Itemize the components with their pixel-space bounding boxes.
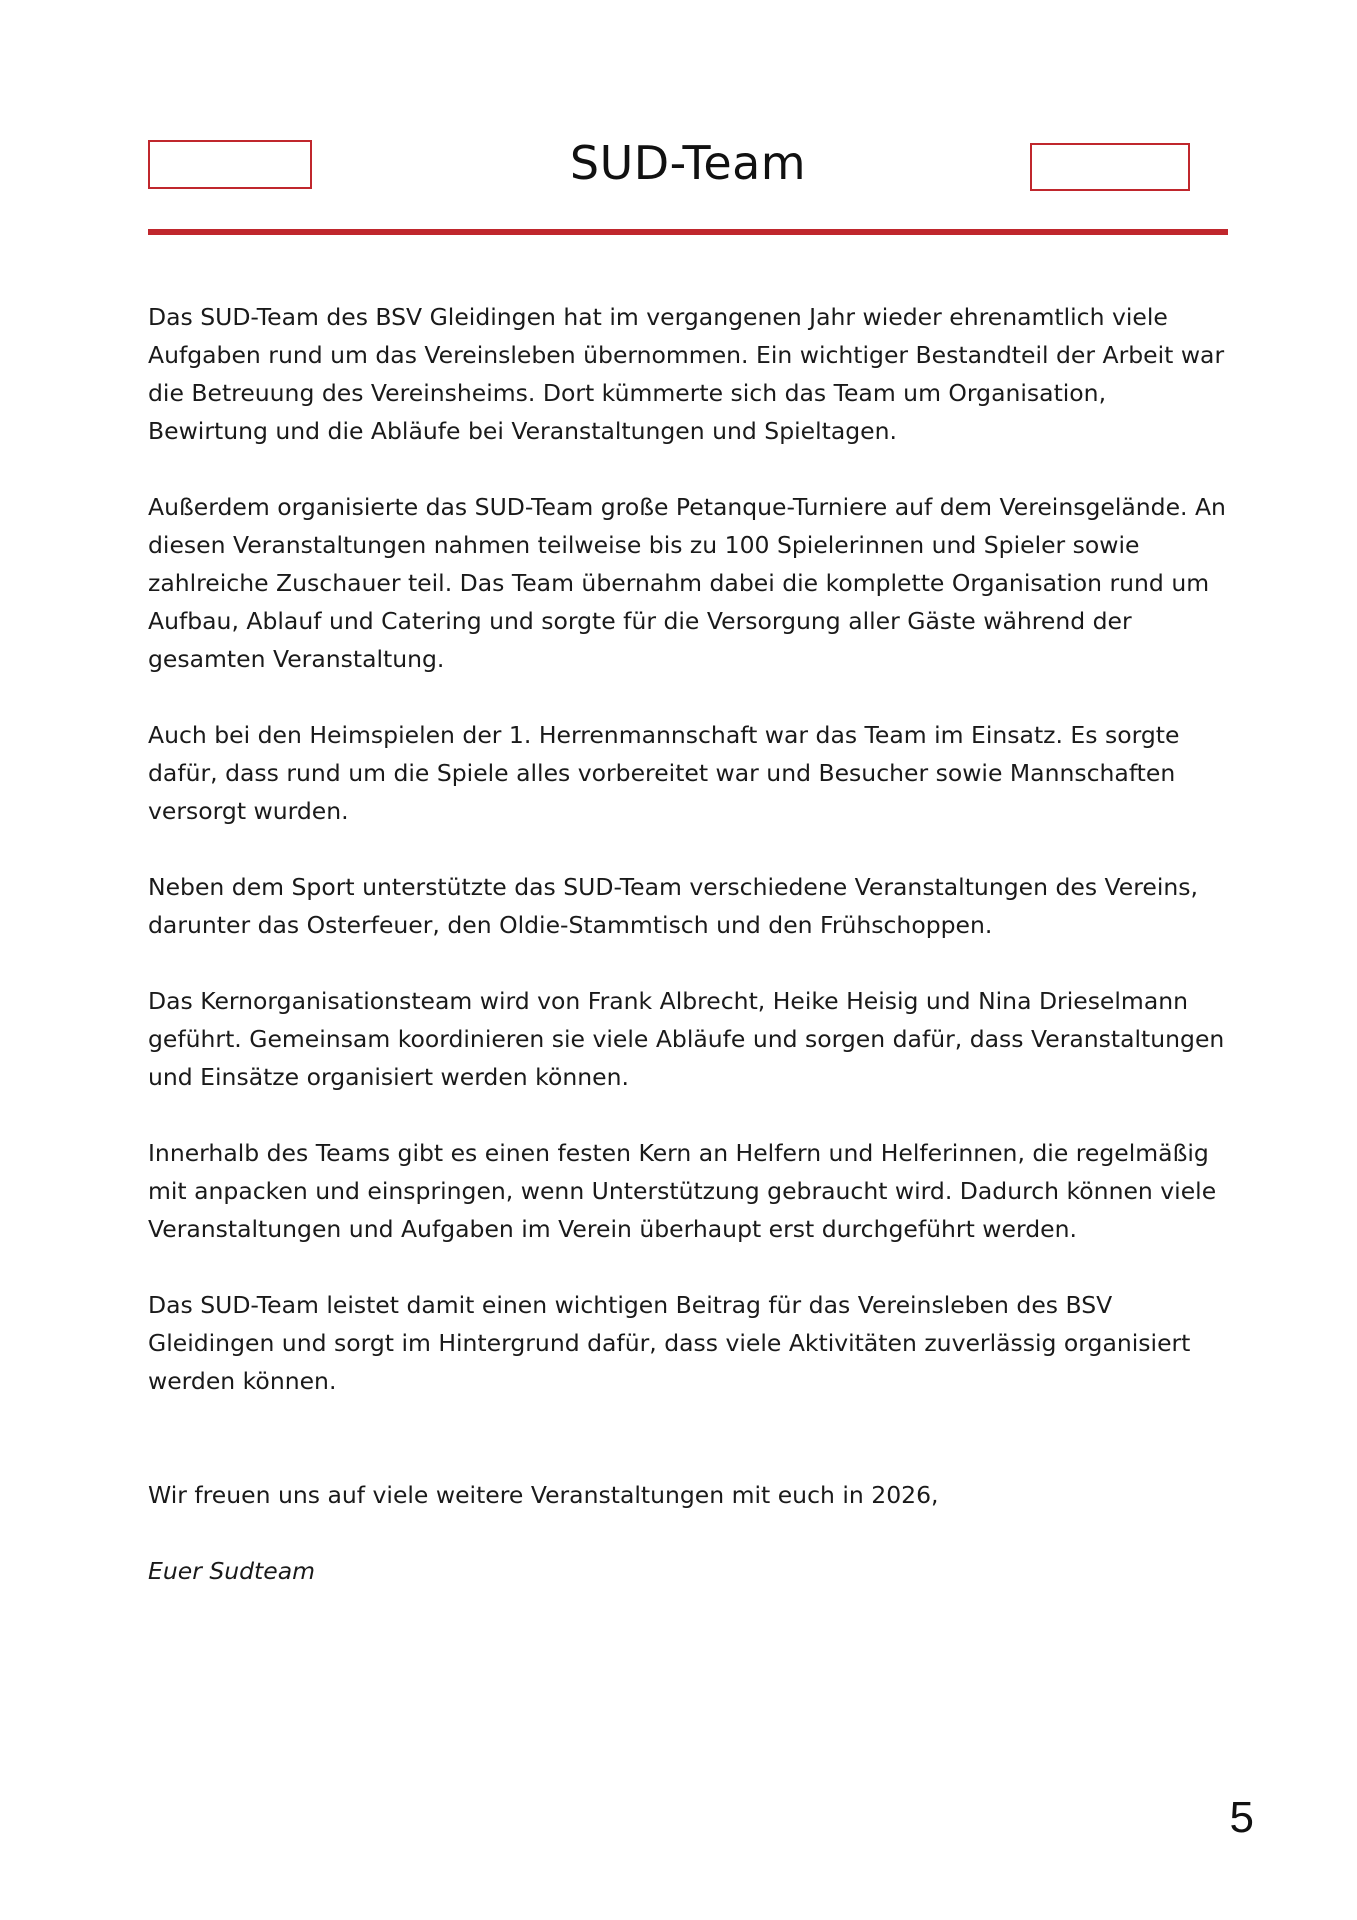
- paragraph: Innerhalb des Teams gibt es einen festen Kern an Helfern und Helferinnen, die regelmäßig mit anpacken und einspringen, wenn Unterstützung gebraucht wird. Dadurch können viele Veranstaltungen und Aufgaben im Verein überhaupt erst durchgeführt werden.: [148, 1139, 1217, 1243]
- paragraph: Das SUD-Team des BSV Gleidingen hat im vergangenen Jahr wieder ehrenamtlich viele Aufgaben rund um das Vereinsleben übernommen. Ein wichtiger Bestandteil der Arbeit war die Betreuung des Vereinsheims. Dort kümmerte sich das Team um Organisation, Bewirtung und die Abläufe bei Veranstaltungen und Spieltagen.: [148, 303, 1225, 445]
- article-body: [148, 298, 1228, 1628]
- paragraph: Das Kernorganisationsteam wird von Frank Albrecht, Heike Heisig und Nina Drieselmann geführt. Gemeinsam koordinieren sie viele Abläufe und sorgen dafür, dass Veranstaltungen und Einsätze organisiert werden können.: [148, 987, 1225, 1091]
- logo-placeholder-right: [1030, 143, 1190, 191]
- page-title: SUD-Team: [569, 136, 807, 190]
- signature: Euer Sudteam: [148, 1557, 316, 1585]
- title-divider: [148, 229, 1228, 235]
- page-header: [148, 130, 1228, 240]
- paragraph: Das SUD-Team leistet damit einen wichtigen Beitrag für das Vereinsleben des BSV Gleidingen und sorgt im Hintergrund dafür, dass viele Aktivitäten zuverlässig organisiert werden können.: [148, 1291, 1191, 1395]
- paragraph: Auch bei den Heimspielen der 1. Herrenmannschaft war das Team im Einsatz. Es sorgte dafür, dass rund um die Spiele alles vorbereitet war und Besucher sowie Mannschaften versorgt wurden.: [148, 721, 1180, 825]
- paragraph: Außerdem organisierte das SUD-Team große Petanque-Turniere auf dem Vereinsgelände. An diesen Veranstaltungen nahmen teilweise bis zu 100 Spielerinnen und Spieler sowie zahlreiche Zuschauer teil. Das Team übernahm dabei die komplette Organisation rund um Aufbau, Ablauf und Catering und sorgte für die Versorgung aller Gäste während der gesamten Veranstaltung.: [148, 493, 1226, 673]
- paragraph: Neben dem Sport unterstützte das SUD-Team verschiedene Veranstaltungen des Vereins, darunter das Osterfeuer, den Oldie-Stammtisch und den Frühschoppen.: [148, 873, 1198, 939]
- closing-line: Wir freuen uns auf viele weitere Veranstaltungen mit euch in 2026,: [148, 1481, 939, 1509]
- page-number: 5: [1229, 1793, 1254, 1842]
